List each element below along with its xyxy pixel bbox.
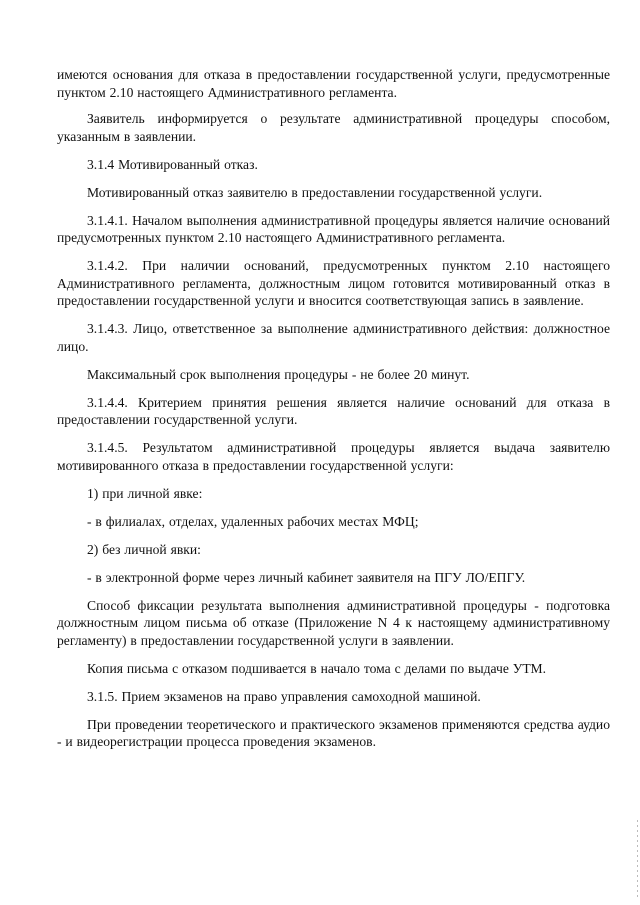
clause-3-1-4-5: 3.1.4.5. Результатом административной процедуры является выдача заявителю мотивированного отказа в предоставлении государственной услуги:	[57, 440, 610, 473]
paragraph-applicant-informed: Заявитель информируется о результате административной процедуры способом, указанным в заявлении.	[57, 111, 610, 144]
section-heading-3-1-5: 3.1.5. Прием экзаменов на право управления самоходной машиной.	[87, 688, 481, 704]
section-heading-3-1-4: 3.1.4 Мотивированный отказ.	[87, 156, 258, 172]
clause-3-1-4-2: 3.1.4.2. При наличии оснований, предусмотренных пунктом 2.10 настоящего Административного регламента, должностным лицом готовится мотивированный отказ в предоставлении государственной услуги и вносится соответствующая запись в заявление.	[57, 258, 610, 308]
paragraph-motivated-refusal: Мотивированный отказ заявителю в предоставлении государственной услуги.	[87, 184, 543, 200]
paragraph-fixation-method: Способ фиксации результата выполнения административной процедуры - подготовка должностным лицом письма об отказе (Приложение N 4 к настоящему административному регламенту) в предоставлении государственной услуги в заявлении.	[57, 597, 610, 648]
paragraph-continuation: имеются основания для отказа в предоставлении государственной услуги, предусмотренные пунктом 2.10 настоящего Административного регламента.	[57, 67, 610, 100]
list-item-electronic: - в электронной форме через личный кабинет заявителя на ПГУ ЛО/ЕПГУ.	[87, 569, 526, 585]
paragraph-max-duration: Максимальный срок выполнения процедуры - не более 20 минут.	[87, 366, 470, 382]
list-item-mfc-branches: - в филиалах, отделах, удаленных рабочих местах МФЦ;	[87, 513, 419, 529]
clause-3-1-4-4: 3.1.4.4. Критерием принятия решения является наличие оснований для отказа в предоставлении государственной услуги.	[57, 394, 610, 427]
list-item-remote: 2) без личной явки:	[87, 541, 201, 557]
clause-3-1-4-3: 3.1.4.3. Лицо, ответственное за выполнение административного действия: должностное лицо.	[57, 321, 610, 354]
clause-3-1-4-1: 3.1.4.1. Началом выполнения административной процедуры является наличие оснований предусмотренных пунктом 2.10 настоящего Административного регламента.	[57, 212, 610, 245]
scan-edge-mark	[637, 820, 638, 900]
list-item-in-person: 1) при личной явке:	[87, 485, 203, 501]
paragraph-letter-copy: Копия письма с отказом подшивается в начало тома с делами по выдаче УТМ.	[87, 660, 546, 676]
paragraph-exam-recording: При проведении теоретического и практического экзаменов применяются средства аудио - и видеорегистрации процесса проведения экзаменов.	[57, 716, 610, 749]
